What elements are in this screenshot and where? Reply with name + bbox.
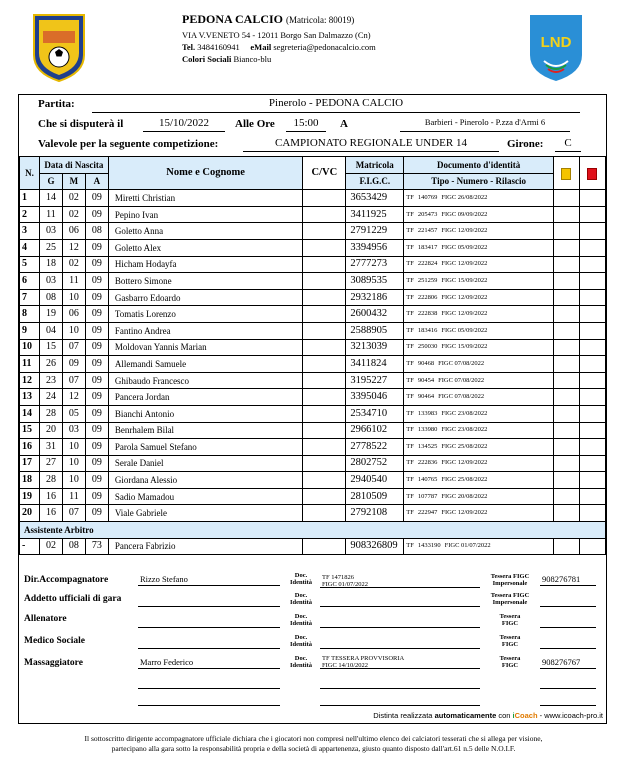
dir-name: Rizzo Stefano — [138, 574, 280, 586]
player-matricola: 2966102 — [346, 422, 404, 439]
player-matricola: 3089535 — [346, 273, 404, 290]
assistant-section-row — [20, 522, 606, 539]
player-red-card — [579, 190, 605, 207]
table-row — [20, 239, 606, 256]
club-matricola: (Matricola: 80019) — [286, 15, 355, 25]
birth-year: 08 — [85, 223, 108, 240]
player-cvc — [303, 472, 346, 489]
table-row — [20, 339, 606, 356]
player-red-card — [579, 389, 605, 406]
club-logo — [30, 11, 88, 83]
birth-year: 09 — [85, 339, 108, 356]
birth-year: 09 — [85, 488, 108, 505]
birth-year: 09 — [85, 356, 108, 373]
club-contacts: Tel. 3484160941 eMail segreteria@pedonacalcio.com — [182, 42, 376, 52]
player-document: TF 222947 FIGC 12/09/2022 — [404, 505, 554, 522]
birth-year: 09 — [85, 206, 108, 223]
player-document: TF 133983 FIGC 23/08/2022 — [404, 405, 554, 422]
table-row — [20, 372, 606, 389]
player-name: Goletto Anna — [108, 223, 303, 240]
club-email: segreteria@pedonacalcio.com — [273, 42, 376, 52]
birth-month: 12 — [62, 389, 85, 406]
birth-month: 10 — [62, 322, 85, 339]
table-row — [20, 322, 606, 339]
col-cvc: C/VC — [303, 157, 346, 190]
player-red-card — [579, 206, 605, 223]
player-number: 2 — [20, 206, 40, 223]
player-matricola: 2940540 — [346, 472, 404, 489]
birth-month: 06 — [62, 306, 85, 323]
birth-month: 07 — [62, 505, 85, 522]
player-matricola: 3195227 — [346, 372, 404, 389]
birth-day: 16 — [39, 505, 62, 522]
birth-year: 09 — [85, 439, 108, 456]
player-cvc — [303, 356, 346, 373]
player-red-card — [579, 455, 605, 472]
player-number: 19 — [20, 488, 40, 505]
player-cvc — [303, 239, 346, 256]
birth-month: 05 — [62, 405, 85, 422]
partita-value: Pinerolo - PEDONA CALCIO — [92, 97, 580, 113]
birth-day: 25 — [39, 239, 62, 256]
player-red-card — [579, 289, 605, 306]
player-yellow-card — [554, 488, 580, 505]
birth-day: 31 — [39, 439, 62, 456]
player-yellow-card — [554, 289, 580, 306]
birth-day: 19 — [39, 306, 62, 323]
player-name: Allemandi Samuele — [108, 356, 303, 373]
table-row — [20, 488, 606, 505]
player-red-card — [579, 239, 605, 256]
player-matricola: 2802752 — [346, 455, 404, 472]
dir-tess-label: Tessera FIGC Impersonale — [490, 573, 530, 587]
club-title — [182, 12, 354, 27]
birth-month: 10 — [62, 289, 85, 306]
birth-day: 11 — [39, 206, 62, 223]
birth-month: 12 — [62, 239, 85, 256]
player-document: TF 183416 FIGC 05/09/2022 — [404, 322, 554, 339]
player-document: TF 222806 FIGC 12/09/2022 — [404, 289, 554, 306]
birth-month: 07 — [62, 339, 85, 356]
player-yellow-card — [554, 239, 580, 256]
player-matricola: 3213039 — [346, 339, 404, 356]
player-yellow-card — [554, 356, 580, 373]
player-document: TF 107787 FIGC 20/08/2022 — [404, 488, 554, 505]
table-row — [20, 289, 606, 306]
table-row — [20, 206, 606, 223]
player-name: Sadio Mamadou — [108, 488, 303, 505]
icoach-brand: iCoach — [512, 711, 538, 720]
generated-note: Distinta realizzata automaticamente con iCoach - www.icoach-pro.it — [373, 711, 603, 720]
player-yellow-card — [554, 389, 580, 406]
birth-day: 08 — [39, 289, 62, 306]
player-matricola: 3394956 — [346, 239, 404, 256]
player-name: Pancera Jordan — [108, 389, 303, 406]
player-number: 7 — [20, 289, 40, 306]
birth-day: 27 — [39, 455, 62, 472]
player-matricola: 3395046 — [346, 389, 404, 406]
player-number: 17 — [20, 455, 40, 472]
player-matricola: 2778522 — [346, 439, 404, 456]
col-name: Nome e Cognome — [108, 157, 303, 190]
birth-day: 24 — [39, 389, 62, 406]
player-number: 4 — [20, 239, 40, 256]
player-number: 15 — [20, 422, 40, 439]
player-name: Moldovan Yannis Marian — [108, 339, 303, 356]
player-name: Benrhalem Bilal — [108, 422, 303, 439]
player-document: TF 251259 FIGC 15/09/2022 — [404, 273, 554, 290]
table-row — [20, 273, 606, 290]
club-tel: 3484160941 — [197, 42, 240, 52]
player-name: Miretti Christian — [108, 190, 303, 207]
club-name: PEDONA CALCIO — [182, 12, 284, 26]
player-red-card — [579, 472, 605, 489]
player-red-card — [579, 439, 605, 456]
table-header-row-1 — [20, 157, 606, 174]
table-row — [20, 190, 606, 207]
birth-year: 09 — [85, 322, 108, 339]
birth-month: 10 — [62, 455, 85, 472]
mass-name: Marro Federico — [138, 657, 280, 669]
mass-label: Massaggiatore — [24, 658, 83, 668]
player-number: 20 — [20, 505, 40, 522]
player-yellow-card — [554, 306, 580, 323]
player-name: Parola Samuel Stefano — [108, 439, 303, 456]
player-name: Tomatis Lorenzo — [108, 306, 303, 323]
player-red-card — [579, 405, 605, 422]
player-number: 12 — [20, 372, 40, 389]
player-document: TF 221457 FIGC 12/09/2022 — [404, 223, 554, 240]
birth-day: 26 — [39, 356, 62, 373]
players-table — [19, 156, 606, 555]
col-dob: Data di Nascita — [39, 157, 108, 174]
player-matricola: 3411824 — [346, 356, 404, 373]
time-label: Alle Ore — [235, 118, 275, 130]
assistant-section-label: Assistente Arbitro — [20, 522, 606, 539]
venue-value: Barbieri - Pinerolo - P.zza d'Armi 6 — [400, 117, 570, 132]
player-yellow-card — [554, 405, 580, 422]
player-number: 3 — [20, 223, 40, 240]
player-cvc — [303, 488, 346, 505]
player-name: Goletto Alex — [108, 239, 303, 256]
birth-day: 16 — [39, 488, 62, 505]
birth-year: 09 — [85, 422, 108, 439]
player-number: 1 — [20, 190, 40, 207]
birth-month: 02 — [62, 206, 85, 223]
player-matricola: 2588905 — [346, 322, 404, 339]
player-cvc — [303, 422, 346, 439]
birth-day: 18 — [39, 256, 62, 273]
table-row — [20, 455, 606, 472]
birth-day: 28 — [39, 472, 62, 489]
player-cvc — [303, 206, 346, 223]
addetto-label: Addetto ufficiali di gara — [24, 594, 122, 604]
player-yellow-card — [554, 223, 580, 240]
player-yellow-card — [554, 339, 580, 356]
assistant-row: - 02 08 73 Pancera Fabrizio 908326809 TF 1433190 FIGC 01/07/2022 — [20, 538, 606, 555]
player-name: Bottero Simone — [108, 273, 303, 290]
player-number: 18 — [20, 472, 40, 489]
birth-month: 02 — [62, 190, 85, 207]
birth-month: 03 — [62, 422, 85, 439]
date-value: 15/10/2022 — [143, 117, 225, 132]
player-name: Fantino Andrea — [108, 322, 303, 339]
table-header-row-2: G M A F.I.G.C. Tipo - Numero - Rilascio — [20, 173, 606, 190]
player-yellow-card — [554, 256, 580, 273]
birth-day: 03 — [39, 223, 62, 240]
player-number: 16 — [20, 439, 40, 456]
player-yellow-card — [554, 505, 580, 522]
player-number: 11 — [20, 356, 40, 373]
club-colors: Colori Sociali Bianco-blu — [182, 54, 272, 64]
player-number: 6 — [20, 273, 40, 290]
player-document: TF 133980 FIGC 23/08/2022 — [404, 422, 554, 439]
birth-year: 09 — [85, 190, 108, 207]
player-red-card — [579, 372, 605, 389]
player-name: Bianchi Antonio — [108, 405, 303, 422]
table-row — [20, 472, 606, 489]
player-matricola: 2777273 — [346, 256, 404, 273]
birth-year: 09 — [85, 389, 108, 406]
birth-month: 07 — [62, 372, 85, 389]
player-name: Serale Daniel — [108, 455, 303, 472]
col-doc: Documento d'identità — [404, 157, 554, 174]
medico-label: Medico Sociale — [24, 636, 85, 646]
player-name: Giordana Alessio — [108, 472, 303, 489]
player-cvc — [303, 289, 346, 306]
col-n: N. — [20, 157, 40, 190]
player-document: TF 250030 FIGC 15/09/2022 — [404, 339, 554, 356]
col-matricola: Matricola — [346, 157, 404, 174]
player-matricola: 2600432 — [346, 306, 404, 323]
competition-label: Valevole per la seguente competizione: — [38, 138, 219, 150]
dir-doc-value: TF 1471826 FIGC 01/07/2022 — [320, 574, 480, 588]
player-yellow-card — [554, 372, 580, 389]
player-yellow-card — [554, 206, 580, 223]
dir-doc-label: Doc. Identità — [289, 572, 313, 586]
birth-month: 11 — [62, 488, 85, 505]
competition-value: CAMPIONATO REGIONALE UNDER 14 — [243, 137, 499, 152]
player-document: TF 90464 FIGC 07/08/2022 — [404, 389, 554, 406]
table-row — [20, 223, 606, 240]
player-cvc — [303, 190, 346, 207]
birth-year: 09 — [85, 405, 108, 422]
birth-day: 03 — [39, 273, 62, 290]
player-document: TF 140765 FIGC 25/08/2022 — [404, 472, 554, 489]
birth-year: 09 — [85, 472, 108, 489]
venue-label: A — [340, 118, 348, 130]
player-number: 5 — [20, 256, 40, 273]
dir-label: Dir.Accompagnatore — [24, 575, 109, 585]
birth-year: 09 — [85, 505, 108, 522]
col-red — [579, 157, 605, 190]
table-row — [20, 356, 606, 373]
player-cvc — [303, 505, 346, 522]
player-matricola: 2792108 — [346, 505, 404, 522]
player-red-card — [579, 322, 605, 339]
dir-tess-value: 908276781 — [540, 574, 596, 586]
player-yellow-card — [554, 422, 580, 439]
birth-year: 09 — [85, 306, 108, 323]
birth-day: 15 — [39, 339, 62, 356]
player-document: TF 222838 FIGC 12/09/2022 — [404, 306, 554, 323]
col-yellow — [554, 157, 580, 190]
player-cvc — [303, 439, 346, 456]
player-name: Viale Gabriele — [108, 505, 303, 522]
player-name: Ghibaudo Francesco — [108, 372, 303, 389]
birth-day: 20 — [39, 422, 62, 439]
assistant-doc: TF 1433190 FIGC 01/07/2022 — [404, 538, 554, 555]
player-cvc — [303, 339, 346, 356]
player-document: TF 90468 FIGC 07/08/2022 — [404, 356, 554, 373]
player-yellow-card — [554, 455, 580, 472]
player-document: TF 205473 FIGC 09/09/2022 — [404, 206, 554, 223]
birth-year: 09 — [85, 289, 108, 306]
player-number: 13 — [20, 389, 40, 406]
birth-year: 09 — [85, 256, 108, 273]
partita-label: Partita: — [38, 98, 75, 110]
player-yellow-card — [554, 190, 580, 207]
table-row — [20, 422, 606, 439]
player-name: Hicham Hodayfa — [108, 256, 303, 273]
birth-year: 09 — [85, 455, 108, 472]
player-red-card — [579, 273, 605, 290]
player-matricola: 2534710 — [346, 405, 404, 422]
birth-day: 14 — [39, 190, 62, 207]
assistant-matricola: 908326809 — [346, 538, 404, 555]
table-row — [20, 306, 606, 323]
player-document: TF 183417 FIGC 05/09/2022 — [404, 239, 554, 256]
player-red-card — [579, 223, 605, 240]
player-yellow-card — [554, 322, 580, 339]
player-red-card — [579, 339, 605, 356]
player-name: Pepino Ivan — [108, 206, 303, 223]
player-red-card — [579, 422, 605, 439]
footer-disclaimer: Il sottoscritto dirigente accompagnatore ufficiale dichiara che i giocatori non compresi nell'ultimo elenco dei calciatori tesserati che si allega per visione, partecipano alla gara sotto la responsabilità propria e della società di appartenenza, giusto quanto disposto dall'art.61 n.5 delle N.O.I.F. — [84, 734, 543, 753]
birth-day: 04 — [39, 322, 62, 339]
player-red-card — [579, 356, 605, 373]
player-yellow-card — [554, 472, 580, 489]
player-matricola: 3411925 — [346, 206, 404, 223]
player-matricola: 3653429 — [346, 190, 404, 207]
lnd-logo-text: LND — [540, 34, 572, 51]
red-card-icon — [587, 168, 597, 180]
player-document: TF 222824 FIGC 12/09/2022 — [404, 256, 554, 273]
birth-day: 28 — [39, 405, 62, 422]
lnd-logo — [524, 11, 588, 85]
table-row — [20, 505, 606, 522]
player-number: 10 — [20, 339, 40, 356]
player-cvc — [303, 405, 346, 422]
player-red-card — [579, 256, 605, 273]
player-matricola: 2932186 — [346, 289, 404, 306]
birth-month: 10 — [62, 439, 85, 456]
player-cvc — [303, 389, 346, 406]
birth-year: 09 — [85, 372, 108, 389]
table-row — [20, 256, 606, 273]
mass-doc-value: TF TESSERA PROVVISORIA FIGC 14/10/2022 — [320, 655, 480, 669]
birth-year: 09 — [85, 273, 108, 290]
player-red-card — [579, 306, 605, 323]
player-number: 8 — [20, 306, 40, 323]
player-cvc — [303, 455, 346, 472]
player-matricola: 2791229 — [346, 223, 404, 240]
table-row — [20, 389, 606, 406]
player-name: Gasbarro Edoardo — [108, 289, 303, 306]
player-number: 9 — [20, 322, 40, 339]
girone-value: C — [555, 137, 581, 152]
player-document: TF 90454 FIGC 07/08/2022 — [404, 372, 554, 389]
birth-month: 11 — [62, 273, 85, 290]
birth-month: 06 — [62, 223, 85, 240]
player-cvc — [303, 372, 346, 389]
table-row — [20, 439, 606, 456]
table-row — [20, 405, 606, 422]
mass-tess-value: 908276767 — [540, 657, 596, 669]
birth-day: 23 — [39, 372, 62, 389]
date-label: Che si disputerà il — [38, 118, 124, 130]
player-number: 14 — [20, 405, 40, 422]
player-yellow-card — [554, 273, 580, 290]
player-cvc — [303, 273, 346, 290]
player-cvc — [303, 322, 346, 339]
player-document: TF 134525 FIGC 25/08/2022 — [404, 439, 554, 456]
birth-year: 09 — [85, 239, 108, 256]
player-red-card — [579, 488, 605, 505]
player-cvc — [303, 223, 346, 240]
club-address: VIA V.VENETO 54 - 12011 Borgo San Dalmazzo (Cn) — [182, 30, 371, 40]
player-red-card — [579, 505, 605, 522]
player-cvc — [303, 256, 346, 273]
yellow-card-icon — [561, 168, 571, 180]
birth-month: 09 — [62, 356, 85, 373]
player-document: TF 222836 FIGC 12/09/2022 — [404, 455, 554, 472]
girone-label: Girone: — [507, 138, 544, 150]
allenatore-label: Allenatore — [24, 614, 67, 624]
assistant-name: Pancera Fabrizio — [108, 538, 303, 555]
player-yellow-card — [554, 439, 580, 456]
player-document: TF 140769 FIGC 26/08/2022 — [404, 190, 554, 207]
birth-month: 02 — [62, 256, 85, 273]
time-value: 15:00 — [286, 117, 326, 132]
birth-month: 10 — [62, 472, 85, 489]
player-matricola: 2810509 — [346, 488, 404, 505]
player-cvc — [303, 306, 346, 323]
